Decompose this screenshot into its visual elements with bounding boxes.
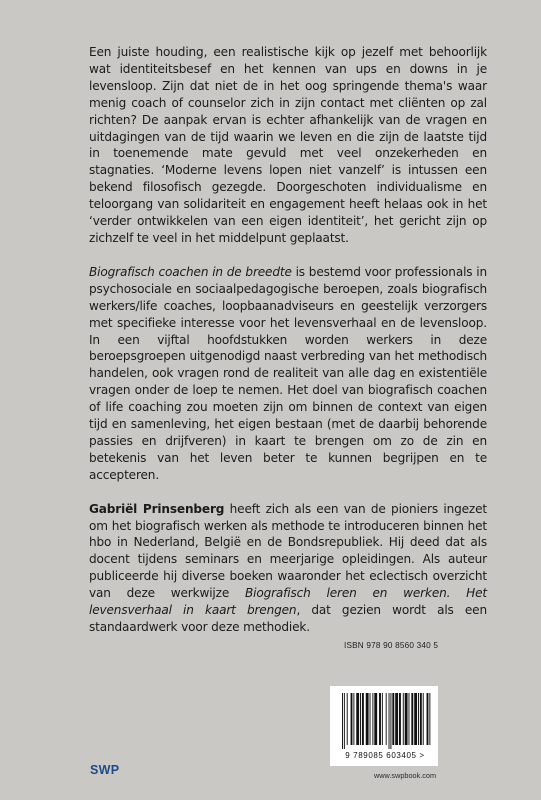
barcode-bar <box>356 693 359 745</box>
barcode-bar <box>362 693 364 745</box>
isbn-label: ISBN 978 90 8560 340 5 <box>344 641 439 650</box>
blurb-text <box>89 44 487 653</box>
barcode-bar <box>372 693 373 745</box>
barcode-bar <box>390 693 391 749</box>
barcode-bar <box>392 693 394 745</box>
book-title: Biografisch coachen in de breedte <box>89 264 292 279</box>
paragraph-intro <box>89 44 487 247</box>
barcode-bar <box>395 693 398 745</box>
author-bio-part2: , dat gezien wordt als een standaardwerk voor deze methodiek. <box>89 603 487 634</box>
barcode-bar <box>414 693 417 745</box>
barcode-bar <box>429 693 430 745</box>
barcode-bar <box>411 693 413 745</box>
paragraph-book <box>89 264 487 484</box>
barcode-bar <box>379 693 381 745</box>
barcode-bar <box>351 693 353 745</box>
barcode-bar <box>370 693 371 745</box>
barcode-bar <box>399 693 401 745</box>
barcode-bar <box>366 693 369 745</box>
author-bio-part1: heeft zich als een van de pioniers ingezet om het biografisch werken als methode te introduceren binnen het hbo in Nederland, België en de Bondsrepubliek. Hij deed dat als docent tijdens seminars en meerjarige opleidingen. Als auteur publiceerde hij diverse boeken waaronder het eclectisch overzicht van deze werkwijze <box>89 501 487 601</box>
barcode-bar <box>386 693 387 745</box>
barcode-bar <box>360 693 361 745</box>
barcode-bar <box>374 693 377 745</box>
barcode-bar <box>423 693 424 745</box>
barcode-digits: 9 789085 603405 > <box>345 751 425 760</box>
barcode-bar <box>344 693 345 749</box>
barcode-bar <box>347 693 348 745</box>
website-link[interactable]: www.swpbook.com <box>374 771 437 780</box>
barcode-bar <box>342 693 343 749</box>
barcode-bar <box>405 693 408 745</box>
barcode-bar <box>409 693 410 745</box>
barcode-bar <box>418 693 419 745</box>
paragraph-intro-text: Een juiste houding, een realistische kijk op jezelf met behoorlijk wat identiteitsbesef en het kennen van ups en downs in je levensloop. Zijn dat niet de in het oog springende thema's waar menig coach of counselor zich in zijn contact met cliënten op zal richten? De aanpak ervan is echter afhankelijk van de vragen en uitdagingen van de tijd waarin we leven en die zijn de laatste tijd in toenemende mate gevuld met veel onzekerheden en stagnaties. ‘Moderne levens lopen niet vanzelf’ is intussen een bekend filosofisch gezegde. Doorgeschoten individualisme en teloorgang van solidariteit en engagement heeft helaas ook in het ‘verder ontwikkelen van een eigen identiteit’, het gericht zijn op zichzelf te veel in het middelpunt geplaatst. <box>89 45 487 245</box>
barcode-bar <box>403 693 404 745</box>
paragraph-book-text: is bestemd voor professionals in psychosociale en sociaalpedagogische beroepen, zoals biografisch werkers/life coaches, loopbaanadviseurs en geestelijk verzorgers met specifieke interesse voor het levensverhaal en de levensloop. In een vijftal hoofdstukken worden werkers in deze beroepsgroepen uitgenodigd naast verbreding van het methodisch handelen, ook vragen rond de realiteit van alle dag en existentiële vragen onder de loep te nemen. Het doel van biografisch coachen of life coaching zou moeten zijn om binnen de context van eigen tijd en samenleving, het eigen bestaan (met de daarbij behorende passies en drijfveren) in kaart te brengen om zo de zin en betekenis van het leven beter te kunnen begrijpen en te accepteren. <box>89 264 487 482</box>
barcode <box>340 693 432 751</box>
barcode-bar <box>382 693 383 745</box>
publisher-logo: SWP <box>90 763 120 777</box>
barcode-bar <box>389 693 390 749</box>
barcode-bar <box>427 693 429 745</box>
barcode-bar <box>353 693 354 745</box>
author-name: Gabriël Prinsenberg <box>89 501 225 516</box>
paragraph-author <box>89 501 487 636</box>
earlier-book-title: Biografisch leren en werken. Het levensverhaal in kaart brengen <box>89 586 487 618</box>
barcode-bar <box>420 693 422 745</box>
